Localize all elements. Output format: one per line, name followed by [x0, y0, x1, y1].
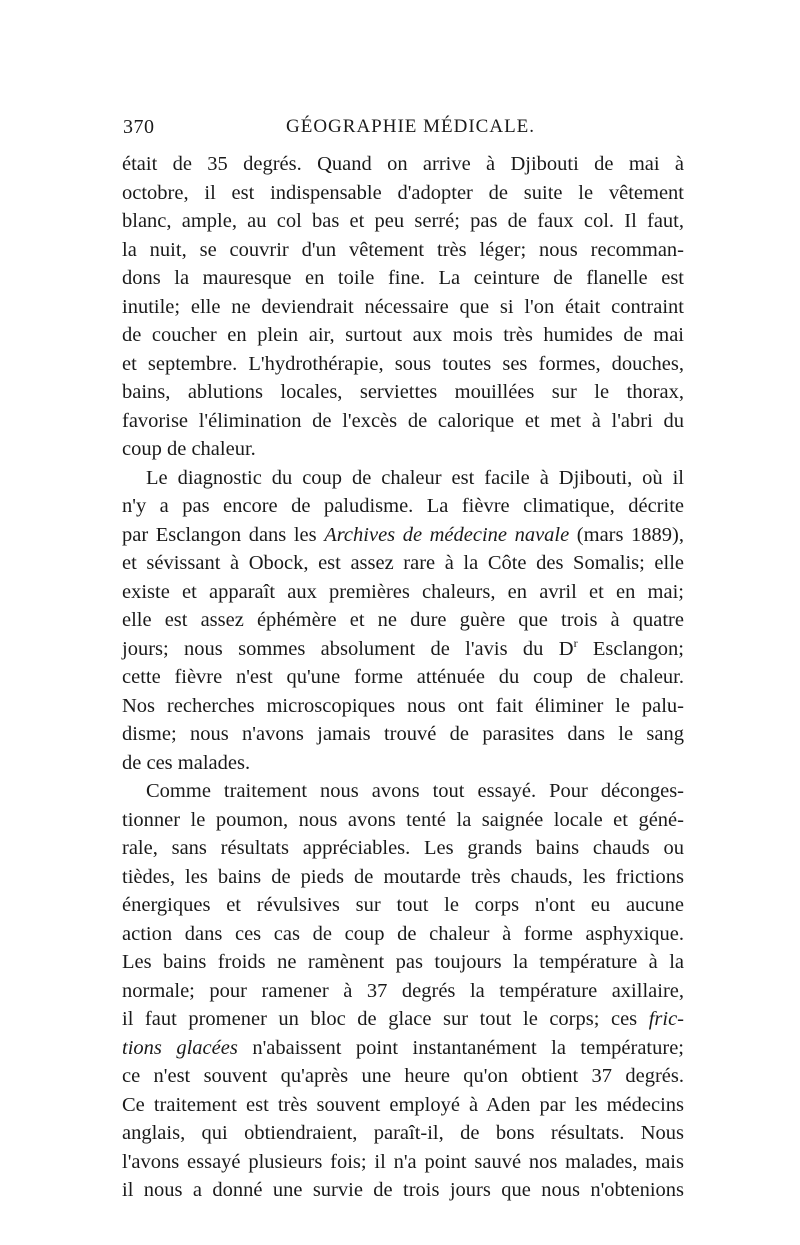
text-line — [122, 492, 684, 521]
line-text: et sévissant à Obock, est assez rare à la Côte des Somalis; elle — [122, 552, 684, 574]
line-text: de coucher en plein air, surtout aux mois très humides de mai — [122, 324, 684, 346]
line-text-after: Esclangon; — [577, 637, 684, 660]
text-line — [122, 948, 684, 977]
italic-text: Archives de médecine navale — [324, 523, 570, 546]
line-text: coup de chaleur. — [122, 438, 256, 460]
line-text-after: n'abaissent point instantanément la température; — [237, 1036, 684, 1059]
line-text: était de 35 degrés. Quand on arrive à Djibouti de mai à — [122, 153, 684, 175]
text-line — [122, 378, 684, 407]
line-text: Le diagnostic du coup de chaleur est facile à Djibouti, où il — [146, 466, 684, 489]
text-line — [122, 207, 684, 236]
text-line — [122, 1119, 684, 1148]
text-line — [122, 264, 684, 293]
line-text: il faut promener un bloc de glace sur tout le corps; ces — [122, 1008, 649, 1030]
line-text: action dans ces cas de coup de chaleur à forme asphyxique. — [122, 922, 684, 945]
text-line — [122, 407, 684, 436]
text-line — [122, 464, 684, 493]
italic-text: fric- — [648, 1008, 684, 1030]
line-text: favorise l'élimination de l'excès de calorique et met à l'abri du — [122, 409, 684, 432]
line-text: ce n'est souvent qu'après une heure qu'on obtient 37 degrés. — [122, 1065, 684, 1087]
line-text: disme; nous n'avons jamais trouvé de parasites dans le sang — [122, 723, 684, 745]
line-text: la nuit, se couvrir d'un vêtement très léger; nous recomman- — [122, 238, 684, 261]
line-text: Nos recherches microscopiques nous ont fait éliminer le palu- — [122, 694, 684, 717]
line-text: inutile; elle ne deviendrait nécessaire que si l'on était contraint — [122, 295, 684, 318]
text-line — [122, 179, 684, 208]
text-line — [122, 863, 684, 892]
page-number: 370 — [123, 116, 155, 138]
text-line — [122, 1148, 684, 1177]
text-line — [122, 920, 684, 949]
text-line — [122, 891, 684, 920]
text-line — [122, 692, 684, 721]
text-line — [122, 236, 684, 265]
text-line — [122, 635, 684, 664]
text-line — [122, 1005, 684, 1034]
text-line — [122, 321, 684, 350]
text-line — [122, 578, 684, 607]
line-text: l'avons essayé plusieurs fois; il n'a point sauvé nos malades, mais — [122, 1150, 684, 1173]
text-line — [122, 1091, 684, 1120]
line-text: par Esclangon dans les — [122, 523, 325, 546]
line-text: elle est assez éphémère et ne dure guère que trois à quatre — [122, 609, 684, 631]
line-text: de ces malades. — [122, 751, 251, 774]
text-line — [122, 150, 684, 179]
text-line — [122, 293, 684, 322]
line-text: bains, ablutions locales, serviettes mouillées sur le thorax, — [122, 381, 684, 403]
line-text: Comme traitement nous avons tout essayé. Pour déconges- — [146, 780, 684, 802]
text-line — [122, 435, 684, 464]
text-line — [122, 749, 684, 778]
line-text: octobre, il est indispensable d'adopter de suite le vêtement — [122, 181, 684, 204]
line-text: dons la mauresque en toile fine. La ceinture de flanelle est — [122, 267, 684, 289]
running-title: GÉOGRAPHIE MÉDICALE. — [286, 116, 536, 137]
italic-text: tions glacées — [122, 1036, 238, 1059]
text-line — [122, 1176, 684, 1205]
text-line — [122, 1062, 684, 1091]
superscript: r — [573, 635, 578, 650]
text-line — [122, 834, 684, 863]
body-text — [122, 150, 684, 1205]
text-line — [122, 977, 684, 1006]
line-text-after: (mars 1889), — [569, 523, 684, 546]
line-text: existe et apparaît aux premières chaleurs, en avril et en mai; — [122, 580, 684, 603]
line-text: anglais, qui obtiendraient, paraît-il, de bons résultats. Nous — [122, 1122, 684, 1144]
line-text: tionner le poumon, nous avons tenté la saignée locale et géné- — [122, 808, 684, 831]
text-line — [122, 663, 684, 692]
line-text: jours; nous sommes absolument de l'avis du D — [122, 637, 574, 660]
text-line — [122, 350, 684, 379]
text-line — [122, 777, 684, 806]
text-line — [122, 521, 684, 550]
line-text: normale; pour ramener à 37 degrés la température axillaire, — [122, 979, 684, 1002]
line-text: il nous a donné une survie de trois jours que nous n'obtenions — [122, 1179, 684, 1201]
page-header — [123, 116, 683, 148]
line-text: énergiques et révulsives sur tout le corps n'ont eu aucune — [122, 894, 684, 916]
text-line — [122, 549, 684, 578]
text-line — [122, 606, 684, 635]
line-text: Les bains froids ne ramènent pas toujours la température à la — [122, 951, 684, 973]
text-line — [122, 806, 684, 835]
line-text: tièdes, les bains de pieds de moutarde très chauds, les frictions — [122, 865, 684, 888]
line-text: rale, sans résultats appréciables. Les grands bains chauds ou — [122, 837, 684, 859]
line-text: Ce traitement est très souvent employé à Aden par les médecins — [122, 1093, 684, 1116]
line-text: et septembre. L'hydrothérapie, sous toutes ses formes, douches, — [122, 352, 684, 375]
line-text: cette fièvre n'est qu'une forme atténuée du coup de chaleur. — [122, 666, 684, 688]
line-text: n'y a pas encore de paludisme. La fièvre climatique, décrite — [122, 495, 684, 517]
text-line — [122, 720, 684, 749]
line-text: blanc, ample, au col bas et peu serré; pas de faux col. Il faut, — [122, 210, 684, 232]
text-line — [122, 1034, 684, 1063]
